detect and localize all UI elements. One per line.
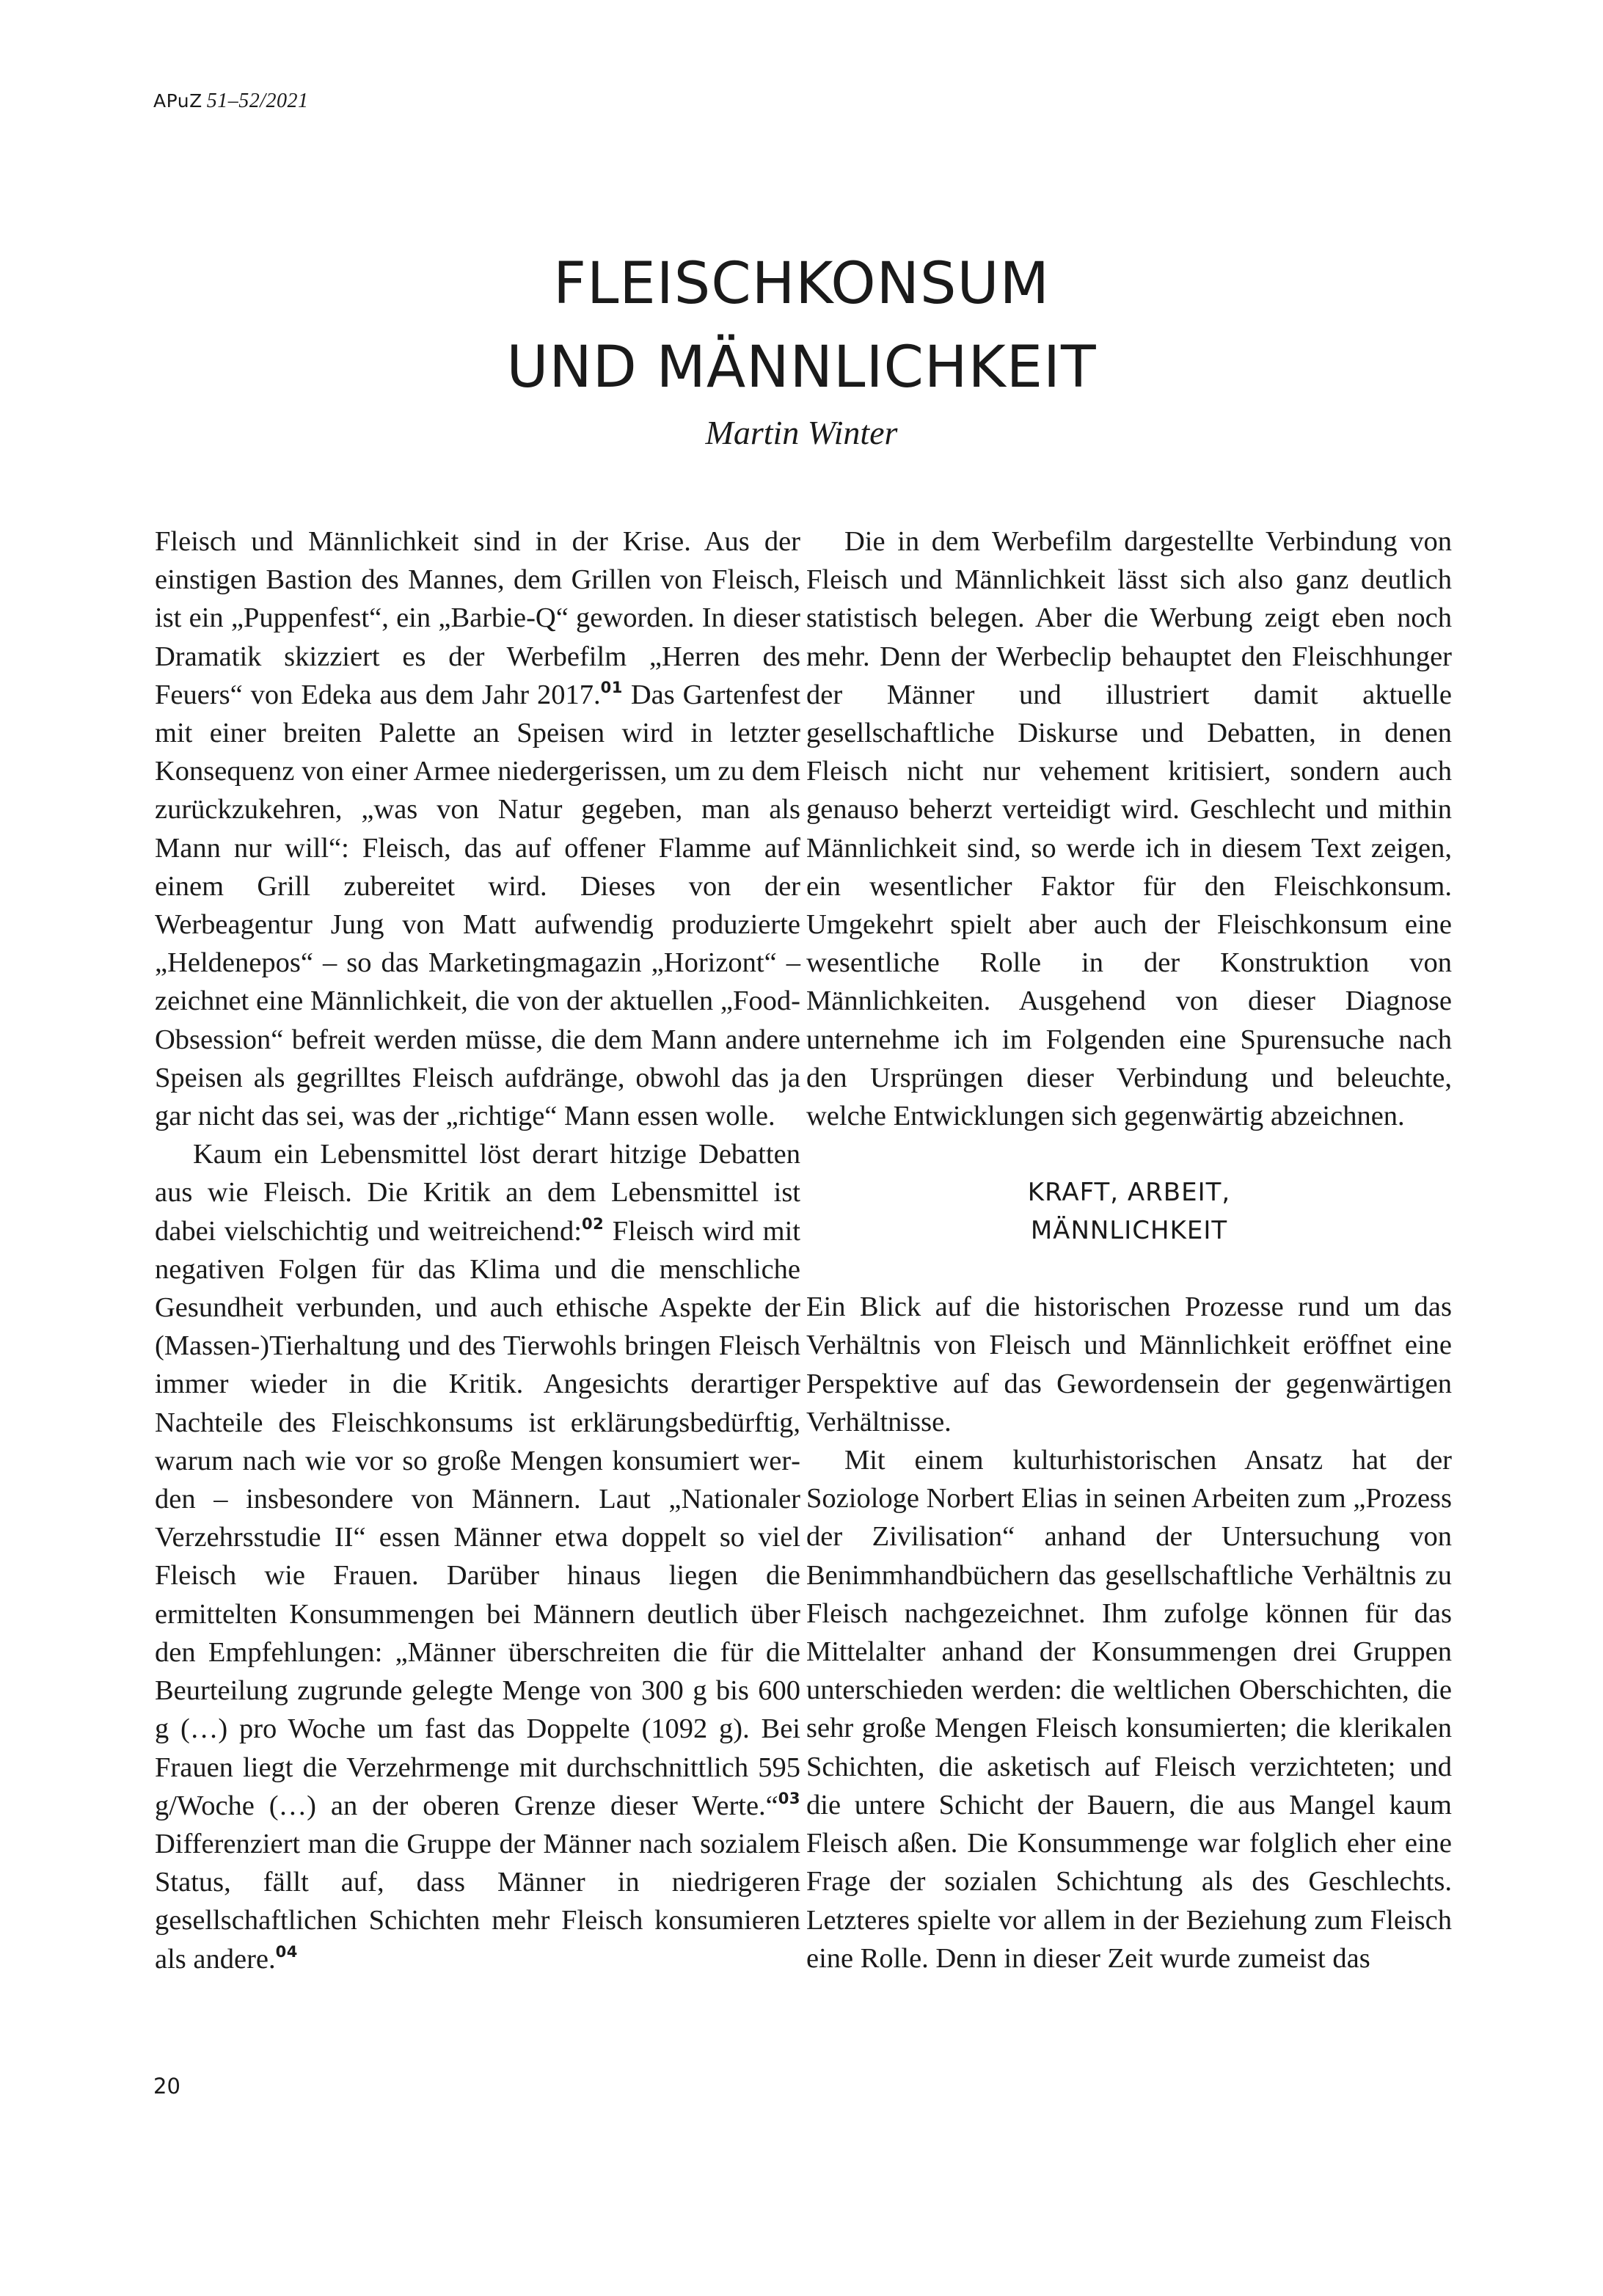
title-line-1: FLEISCHKONSUM: [553, 251, 1050, 317]
title-line-2: UND MÄNNLICHKEIT: [506, 335, 1097, 401]
paragraph-text: Fleisch wird mit negativen Folgen für das Klima und die menschliche Gesundheit verbunden, und auch ethische Aspekte der (Massen-)Tierhaltung und des Tierwohls bringen Fleisch immer wieder in die Kritik. Angesichts derartiger Nachteile des Fleischkonsums ist erklärungsbedürftig, warum nach wie vor so große Mengen konsumiert werden – insbesondere von Männern. Laut „Nationaler Verzehrsstudie II“ essen Männer etwa doppelt so viel Fleisch wie Frauen. Darüber hinaus liegen die ermittelten Konsummengen bei Männern deutlich über den Empfehlungen: „Männer überschreiten die für die Beurteilung zugrunde gelegte Menge von 300 g bis 600 g (…) pro Woche um fast das Doppelte (1092 g). Bei Frauen liegt die Verzehrmenge mit durchschnittlich 595 g/Woche (…) an der oberen Grenze dieser Werte.“: [155, 1215, 800, 1821]
paragraph: [155, 522, 800, 1135]
paragraph: Ein Blick auf die historischen Prozesse rund um das Verhältnis von Fleisch und Männlichkeit eröffnet eine Perspektive auf das Gewordensein der gegenwärtigen Verhältnisse.: [806, 1291, 1452, 1437]
right-column: [806, 522, 1452, 1978]
footnote-marker: 01: [600, 678, 623, 696]
footnote-marker: 02: [582, 1214, 605, 1233]
paragraph: Mit einem kulturhistorischen Ansatz hat der Soziologe Norbert Elias in seinen Arbeiten zum „Prozess der Zivilisation“ anhand der Untersuchung von Benimmhandbüchern das gesellschaftliche Verhältnis zu Fleisch nachgezeichnet. Ihm zufolge können für das Mittelalter anhand der Konsummengen drei Gruppen unterschieden werden: die weltlichen Oberschichten, die sehr große Mengen Fleisch konsumierten; die klerikalen Schichten, die asketisch auf Fleisch verzichteten; und die untere Schicht der Bauern, die aus Mangel kaum Fleisch aßen. Die Konsummenge war folglich eher eine Frage der sozialen Schichtung als des Geschlechts. Letzteres spielte vor allem in der Beziehung zum Fleisch eine Rolle. Denn in dieser Zeit wurde zumeist das: [806, 1445, 1452, 1974]
paragraph-text: Das Gartenfest mit einer breiten Palette an Speisen wird in letzter Konsequenz von einer Armee niedergerissen, um zu dem zurückzukehren, „was von Natur gegeben, man als Mann nur will“: Fleisch, das auf offener Flamme auf einem Grill zubereitet wird. Dieses von der Werbeagentur Jung von Matt aufwendig produzierte „Heldenepos“ – so das Marketingmagazin „Horizont“ – zeichnet eine Männlichkeit, die von der aktuellen „Food-Obsession“ befreit werden müsse, die dem Mann andere Speisen als gegrilltes Fleisch aufdränge, obwohl das ja gar nicht das sei, was der „richtige“ Mann essen wolle.: [155, 679, 800, 1132]
paragraph-text: Differenziert man die Gruppe der Männer nach sozialem Status, fällt auf, dass Männer in niedrigeren gesellschaftlichen Schichten mehr Fleisch konsumieren als andere.: [155, 1828, 800, 1975]
left-column: [155, 522, 800, 1978]
article-title: [0, 242, 1603, 409]
journal-name: APuZ: [153, 90, 202, 112]
section-heading: [806, 1173, 1452, 1250]
paragraph-text: Fleisch und Männlichkeit sind in der Krise. Aus der einstigen Bastion des Mannes, dem Grillen von Fleisch, ist ein „Puppenfest“, ein „Barbie-Q“ geworden. In dieser Dramatik skizziert es der Werbefilm „Herren des Feuers“ von Edeka aus dem Jahr 2017.: [155, 526, 800, 710]
running-head: [153, 90, 309, 113]
paragraph: [155, 1135, 800, 1978]
author-name: Martin Winter: [705, 414, 898, 451]
section-heading-line-2: MÄNNLICHKEIT: [1030, 1216, 1228, 1246]
issue-number: 51–52/2021: [206, 90, 309, 112]
paragraph: Die in dem Werbefilm dargestellte Verbindung von Fleisch und Männlichkeit lässt sich also ganz deutlich statistisch belegen. Aber die Werbung zeigt eben noch mehr. Denn der Werbeclip behauptet den Fleischhunger der Männer und illustriert damit aktuelle gesellschaftliche Diskurse und Debatten, in denen Fleisch nicht nur vehement kritisiert, sondern auch genauso beherzt verteidigt wird. Geschlecht und mithin Männlichkeit sind, so werde ich in diesem Text zeigen, ein wesentlicher Faktor für den Fleischkonsum. Umgekehrt spielt aber auch der Fleischkonsum eine wesentliche Rolle in der Konstruktion von Männlichkeiten. Ausgehend von dieser Diagnose unternehme ich im Folgenden eine Spurensuche nach den Ursprüngen dieser Verbindung und beleuchte, welche Entwicklungen sich gegenwärtig abzeichnen.: [806, 526, 1452, 1132]
footnote-marker: 03: [778, 1789, 800, 1807]
section-heading-line-1: KRAFT, ARBEIT,: [1027, 1178, 1231, 1208]
footnote-marker: 04: [275, 1942, 298, 1961]
paragraph-text: Kaum ein Lebensmittel löst derart hitzige Debatten aus wie Fleisch. Die Kritik an dem Lebensmittel ist dabei vielschichtig und weitreichend:: [155, 1139, 800, 1247]
page-number: 20: [153, 2074, 180, 2099]
